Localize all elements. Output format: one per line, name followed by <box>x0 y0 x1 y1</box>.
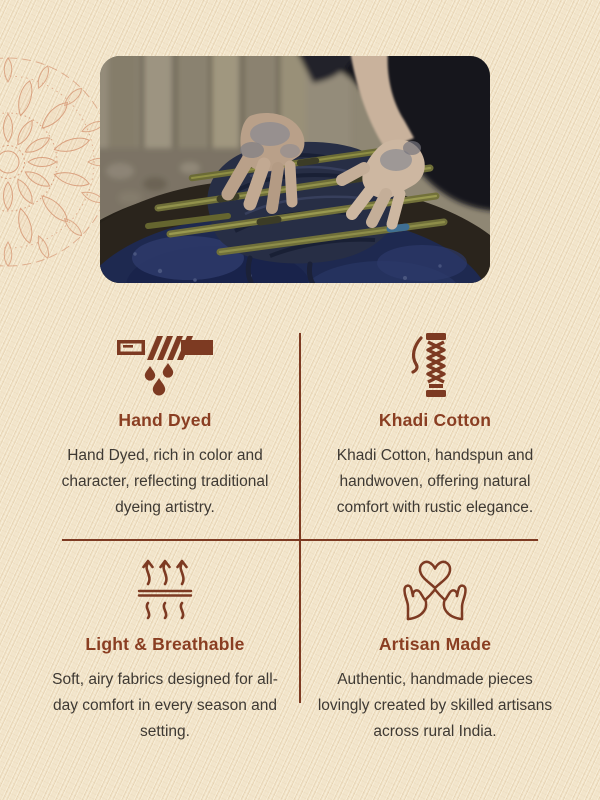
feature-description: Hand Dyed, rich in color and character, reflecting traditional dyeing artistry. <box>61 447 269 516</box>
feature-artisan-made <box>300 540 570 745</box>
hero-photo <box>100 56 490 283</box>
feature-khadi-cotton <box>300 333 570 540</box>
hand-dyed-icon <box>117 333 213 395</box>
feature-title: Artisan Made <box>378 634 492 654</box>
khadi-cotton-icon <box>409 333 461 395</box>
feature-description: Soft, airy fabrics designed for all-day comfort in every season and setting. <box>52 671 278 740</box>
feature-title: Hand Dyed <box>118 410 212 430</box>
feature-light-breathable <box>30 540 300 745</box>
feature-title: Khadi Cotton <box>378 410 492 430</box>
light-breathable-icon <box>136 557 194 619</box>
feature-description: Khadi Cotton, handspun and handwoven, offering natural comfort with rustic elegance. <box>336 447 534 516</box>
feature-title: Light & Breathable <box>85 634 245 654</box>
feature-hand-dyed <box>30 333 300 540</box>
feature-description: Authentic, handmade pieces lovingly created by skilled artisans across rural India. <box>317 671 553 740</box>
divider-vertical <box>299 333 301 703</box>
divider-horizontal <box>62 539 538 541</box>
artisan-made-icon <box>401 557 469 619</box>
